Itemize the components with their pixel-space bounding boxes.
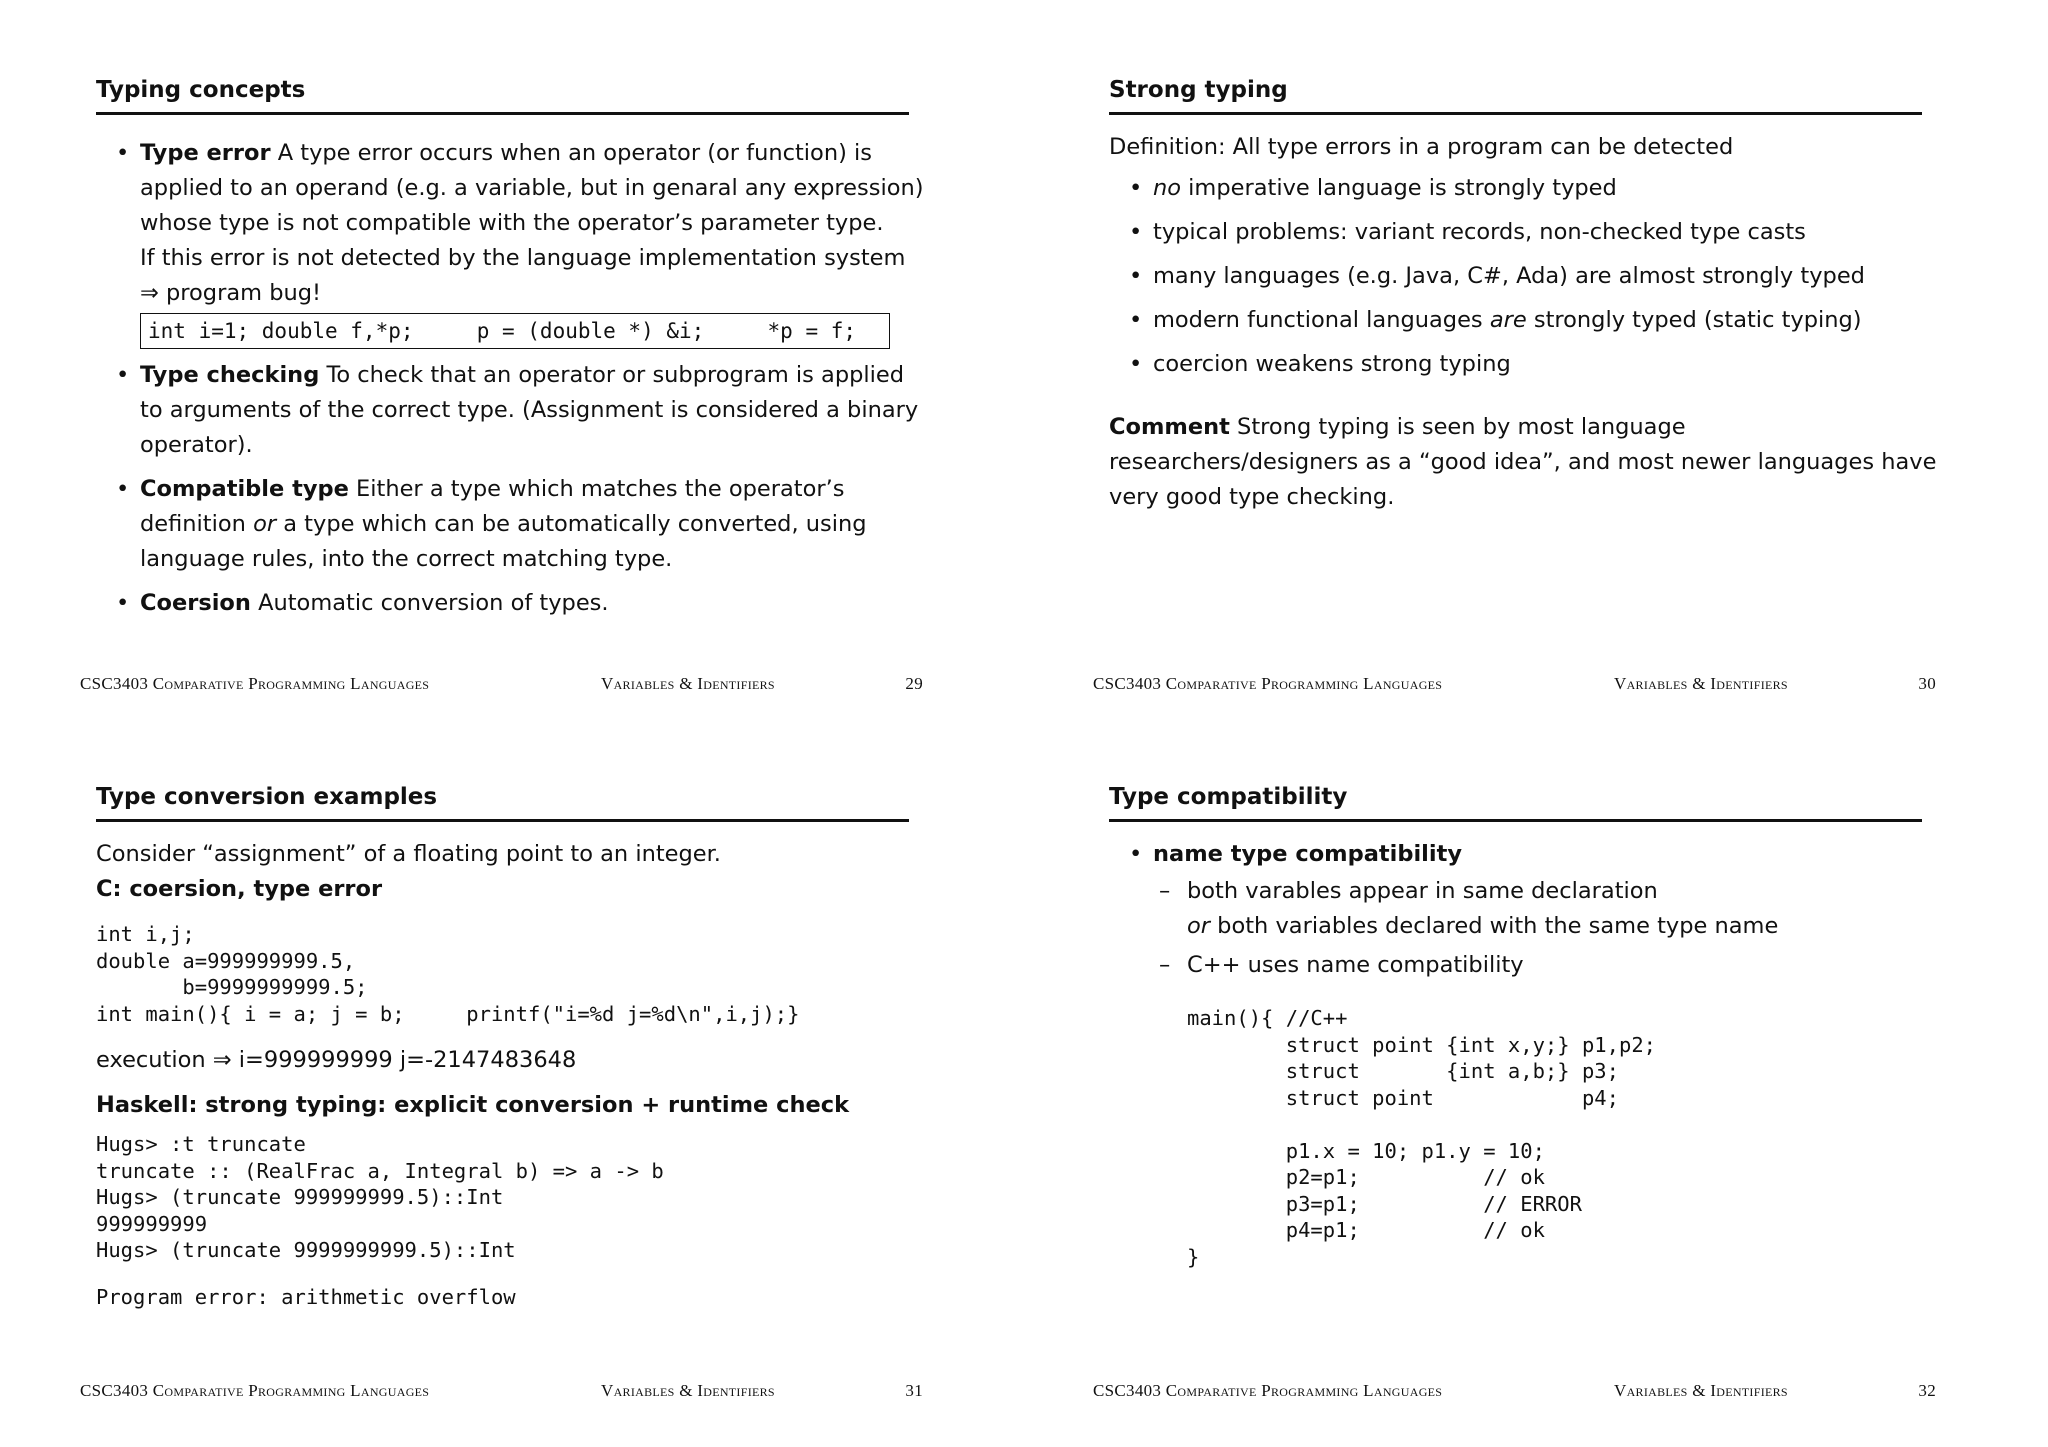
page-number: 29: [905, 674, 923, 693]
footer-course: CSC3403 Comparative Programming Languages: [80, 674, 430, 693]
item-text: typical problems: variant records, non-checked type casts: [1153, 219, 1806, 245]
item-text: coercion weakens strong typing: [1153, 351, 1511, 377]
page-number: 31: [905, 1381, 923, 1400]
term-label: Type checking: [140, 362, 320, 388]
item-text: both varables appear in same declaration: [1187, 878, 1658, 904]
footer-course: CSC3403 Comparative Programming Languages: [1093, 674, 1443, 693]
slide-content: [1109, 130, 1939, 525]
list-item: [1129, 837, 1939, 983]
haskell-error-line: Program error: arithmetic overflow: [96, 1284, 516, 1309]
slide-29: [80, 60, 1080, 760]
sub-list-item: [1159, 948, 1939, 983]
item-text: If this error is not detected by the language implementation system ⇒ program bug!: [140, 245, 906, 306]
haskell-code-block: Hugs> :t truncate truncate :: (RealFrac a, Integral b) => a -> b Hugs> (truncate 999999999.5)::Int 999999999 Hugs> (truncate 9999999999.5)::Int: [96, 1132, 664, 1262]
slide-content: [96, 136, 926, 630]
section-heading: Haskell: strong typing: explicit conversion + runtime check: [96, 1092, 850, 1118]
page-number: 32: [1918, 1381, 1936, 1400]
item-text: a type which can be automatically converted, using language rules, into the correct matching type.: [140, 511, 867, 572]
item-text: imperative language is strongly typed: [1181, 175, 1617, 201]
list-item: [116, 136, 926, 349]
item-text: strongly typed (static typing): [1526, 307, 1862, 333]
section-heading: C: coersion, type error: [96, 876, 383, 902]
slide-30: [1093, 60, 2048, 760]
slide-footer: [80, 674, 923, 698]
item-text: To check that an operator or subprogram is applied to arguments of the correct type. (Assignment is considered a binary operator).: [140, 362, 919, 458]
list-item: [116, 472, 926, 577]
slide-31: [80, 767, 1080, 1447]
c-code-block: int i,j; double a=999999999.5, b=9999999999.5; int main(){ i = a; j = b; printf("i=%d j=%d\n",i,j);}: [96, 922, 800, 1026]
slide-title: Strong typing: [1109, 76, 1922, 115]
term-label: Compatible type: [140, 476, 349, 502]
footer-topic: Variables & Identifiers: [601, 1381, 775, 1400]
item-text: both variables declared with the same type name: [1210, 913, 1779, 939]
list-item: [116, 586, 926, 621]
item-text: Either a type which matches the operator’s definition: [140, 476, 845, 537]
term-label: Coersion: [140, 590, 251, 616]
slide-title: Typing concepts: [96, 76, 909, 115]
list-item: [1129, 347, 1939, 382]
item-text: C++ uses name compatibility: [1187, 952, 1524, 978]
item-emphasis: or: [1187, 913, 1211, 939]
footer-topic: Variables & Identifiers: [601, 674, 775, 693]
slide-content: [96, 837, 926, 1310]
item-text: modern functional languages: [1153, 307, 1490, 333]
slide-title: Type conversion examples: [96, 783, 909, 822]
footer-topic: Variables & Identifiers: [1614, 674, 1788, 693]
term-label: Type error: [140, 140, 271, 166]
list-item: [1129, 215, 1939, 250]
item-emphasis: no: [1153, 175, 1182, 201]
bullet-list: [1129, 837, 1939, 983]
comment-paragraph: [1109, 410, 1939, 515]
execution-text: execution ⇒ i=999999999 j=-2147483648: [96, 1047, 577, 1073]
list-item: [1129, 259, 1939, 294]
footer-course: CSC3403 Comparative Programming Languages: [80, 1381, 430, 1400]
intro-text: Consider “assignment” of a floating point to an integer.: [96, 841, 721, 867]
item-emphasis: or: [253, 511, 277, 537]
list-item: [116, 358, 926, 463]
item-emphasis: are: [1489, 307, 1527, 333]
cpp-code-block: main(){ //C++ struct point {int x,y;} p1,p2; struct {int a,b;} p3; struct point p4; p1.x = 10; p1.y = 10; p2=p1; // ok p3=p1; // ERROR p4=p1; // ok }: [1187, 1006, 1656, 1269]
list-item: [1129, 303, 1939, 338]
page-number: 30: [1918, 674, 1936, 693]
slide-footer: [80, 1381, 923, 1405]
sub-list-item: [1159, 874, 1939, 944]
item-text: Automatic conversion of types.: [250, 590, 609, 616]
definition-text: Definition: All type errors in a program can be detected: [1109, 134, 1734, 160]
slide-content: [1109, 837, 1939, 1270]
bullet-list: [116, 136, 926, 621]
footer-course: CSC3403 Comparative Programming Languages: [1093, 1381, 1443, 1400]
item-text: A type error occurs when an operator (or function) is applied to an operand (e.g. a variable, but in genaral any expression) whose type is not compatible with the operator’s parameter type.: [140, 140, 924, 236]
code-box: int i=1; double f,*p; p = (double *) &i; *p = f;: [140, 313, 890, 349]
item-text: many languages (e.g. Java, C#, Ada) are almost strongly typed: [1153, 263, 1865, 289]
bullet-list: [1129, 171, 1939, 382]
slide-32: [1093, 767, 2048, 1447]
slide-title: Type compatibility: [1109, 783, 1922, 822]
sub-list: [1159, 874, 1939, 983]
list-item: [1129, 171, 1939, 206]
comment-text: Strong typing is seen by most language researchers/designers as a “good idea”, and most newer languages have very good type checking.: [1109, 414, 1937, 510]
term-label: name type compatibility: [1153, 841, 1463, 867]
footer-topic: Variables & Identifiers: [1614, 1381, 1788, 1400]
comment-label: Comment: [1109, 414, 1230, 440]
slide-footer: [1093, 1381, 1936, 1405]
slide-footer: [1093, 674, 1936, 698]
